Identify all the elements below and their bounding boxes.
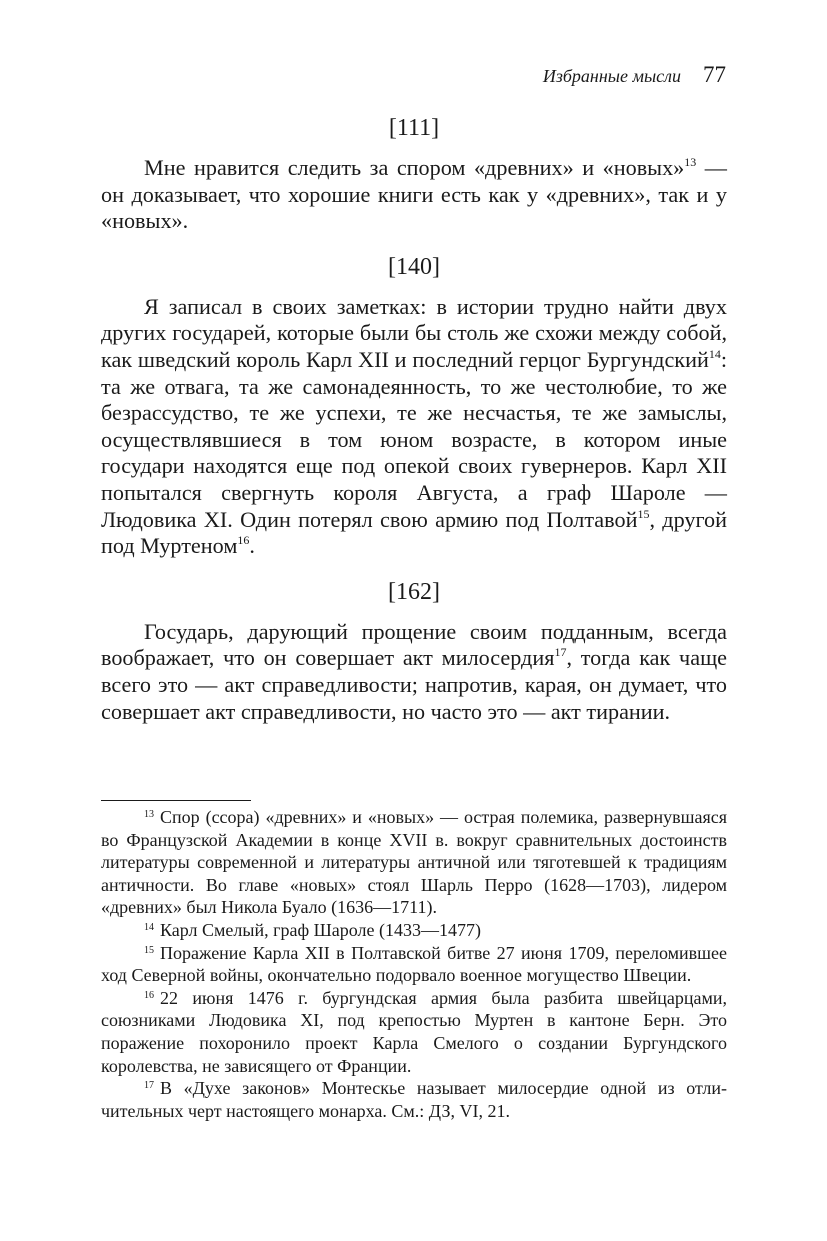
footnote-text: 22 июня 1476 г. бургундская армия была разбита швейцарцами, союзниками Людовика XI, под крепостью Муртен в кантоне Берн. Это поражение похоронило проект Карла Смелого о создании Бургундского королевства, не зависящего от Франции.: [101, 987, 727, 1076]
text-run: , другой под Муртеном: [101, 506, 727, 559]
footnote-number: 13: [144, 809, 154, 820]
main-text: [101, 113, 727, 742]
section-140: [101, 252, 727, 560]
text-run: Мне нравится следить за спором «древних» и «новых»: [144, 155, 685, 180]
section-paragraph: [101, 155, 727, 235]
section-111: [101, 113, 727, 235]
footnote-number: 17: [144, 1080, 154, 1092]
footnote: [101, 942, 727, 987]
footnote-divider: [101, 800, 251, 801]
section-number: [111]: [388, 115, 440, 141]
footnote-text: Спор (ссора) «древних» и «новых» — острая полемика, развернувшаяся во Французской Академии в конце XVII в. вокруг сравнительных достоинств литературы современной и литературы античной или тяготевшей к традициям античности. Во главе «новых» стоял Шарль Перро (1628—1703), лидером «древних» был Никола Буало (1636—1711).: [101, 807, 727, 918]
footnote: [101, 919, 727, 942]
footnote-number: 16: [144, 989, 154, 1001]
running-title: Избранные мысли: [542, 66, 681, 86]
section-number: [162]: [388, 578, 440, 605]
text-run: — он доказывает, что хорошие книги есть как у «древних», так и у «новых».: [101, 155, 727, 234]
section-paragraph: [101, 619, 727, 725]
section-paragraph: [101, 294, 727, 560]
page-header: [543, 62, 726, 88]
footnote-text: Поражение Карла XII в Полтавской битве 27 июня 1709, переломившее ход Северной войны, окончательно подорвало военное могущество Швеции.: [101, 942, 727, 986]
footnotes: [101, 806, 727, 1122]
text-run: .: [249, 533, 255, 559]
footnote-text: В «Духе законов» Монтескье называет милосердие одной из отличительных черт настоящего монарха. См.: ДЗ, VI, 21.: [101, 1078, 727, 1121]
footnote-number: 14: [144, 921, 154, 933]
footnote-ref[interactable]: 14: [708, 346, 721, 361]
footnote: [101, 1077, 727, 1122]
footnote-ref[interactable]: 13: [684, 155, 697, 169]
text-run: , тогда как чаще всего это — акт справедливости; напротив, карая, он думает, что совершает акт справедливости, но часто это — акт тирании.: [101, 645, 727, 724]
footnote: [101, 987, 727, 1077]
text-run: Государь, дарующий прощение своим подданным, всегда воображает, что он совершает акт милосердия: [101, 618, 727, 671]
footnote-ref[interactable]: 16: [237, 533, 250, 548]
footnote-ref[interactable]: 15: [637, 506, 650, 521]
page-number: 77: [703, 62, 726, 87]
text-run: Я записал в своих заметках: в истории трудно найти двух других государей, которые были бы столь же схожи между собой, как шведский король Карл XII и последний герцог Бургундский: [101, 293, 727, 372]
text-run: : та же отвага, та же самонадеянность, то же честолюбие, то же безрассудство, те же успехи, те же несчастья, те же замыслы, осуществлявшиеся в том юном возрасте, в котором иные государи находятся еще под опекой своих гувернеров. Карл XII попытался свергнуть короля Августа, а граф Шароле — Людовика XI. Один потерял свою армию под Полтавой: [101, 346, 727, 532]
footnote: [101, 806, 727, 919]
section-number: [140]: [388, 253, 440, 280]
footnote-number: 15: [144, 944, 154, 956]
footnote-text: Карл Смелый, граф Шароле (1433—1477): [160, 919, 482, 940]
footnote-ref[interactable]: 17: [554, 645, 567, 660]
section-162: [101, 577, 727, 725]
